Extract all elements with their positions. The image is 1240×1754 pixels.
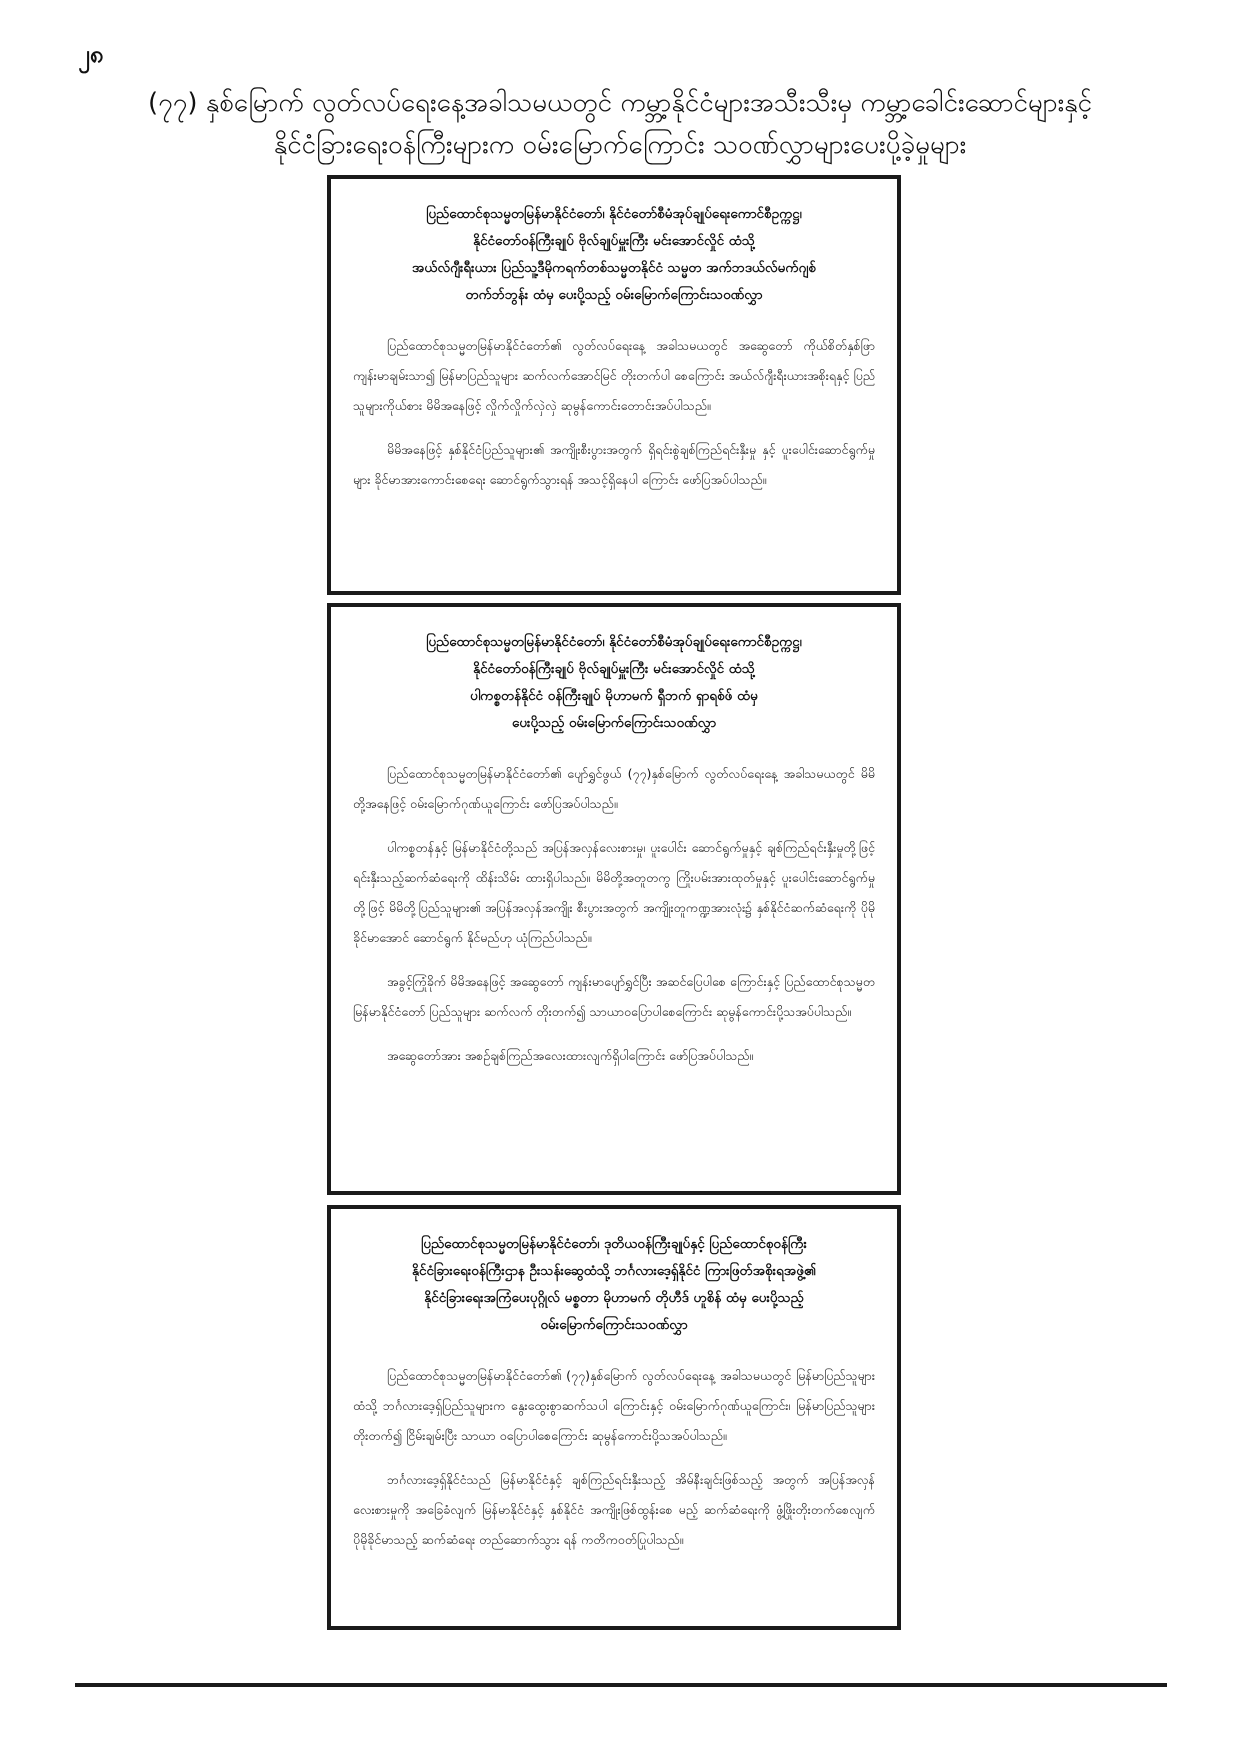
congratulatory-letter-pakistan: [327, 603, 901, 1195]
page-title-line-1: (၇၇) နှစ်မြောက် လွတ်လပ်ရေးနေ့အခါသမယတွင် ကမ္ဘာ့နိုင်ငံများအသီးသီးမှ ကမ္ဘာ့ခေါင်းဆောင်များနှင့်: [147, 88, 1093, 118]
letter-paragraph: ပြည်ထောင်စုသမ္မတမြန်မာနိုင်ငံတော်၏ လွတ်လပ်ရေးနေ့ အခါသမယတွင် အဆွေတော် ကိုယ်စိတ်နှစ်ဖြာ ကျန်းမာချမ်းသာ၍ မြန်မာပြည်သူများ ဆက်လက်အောင်မြင် တိုးတက်ပါ စေကြောင်း အယ်လ်ဂျီးရီးယားအစိုးရနှင့် ပြည်သူများကိုယ်စား မိမိအနေဖြင့် လှိုက်လှိုက်လှဲလှဲ ဆုမွန်ကောင်းတောင်းအပ်ပါသည်။: [353, 338, 875, 413]
letter-paragraph: အခွင့်ကြုံခိုက် မိမိအနေဖြင့် အဆွေတော် ကျန်းမာပျော်ရွှင်ပြီး အဆင်ပြေပါစေ ကြောင်းနှင့် ပြည်ထောင်စုသမ္မတမြန်မာနိုင်ငံတော် ပြည်သူများ ဆက်လက် တိုးတက်၍ သာယာဝပြောပါစေကြောင်း ဆုမွန်ကောင်းပို့သအပ်ပါသည်။: [353, 974, 875, 1019]
letter-heading: [353, 201, 875, 309]
congratulatory-letter-algeria: [327, 175, 901, 595]
letter-heading-line: အယ်လ်ဂျီးရီးယား ပြည်သူ့ဒီမိုကရက်တစ်သမ္မတနိုင်ငံ သမ္မတ အက်ဘဒယ်လ်မက်ဂျစ်: [411, 260, 817, 276]
bottom-rule: [75, 1683, 1167, 1687]
page-title: [90, 82, 1150, 166]
letter-heading: [353, 629, 875, 737]
letter-heading-line: ပြည်ထောင်စုသမ္မတမြန်မာနိုင်ငံတော်၊ နိုင်ငံတော်စီမံအုပ်ချုပ်ရေးကောင်စီဥက္ကဋ္ဌ၊: [426, 634, 802, 650]
letter-heading-line: နိုင်ငံတော်ဝန်ကြီးချုပ် ဗိုလ်ချုပ်မှူးကြီး မင်းအောင်လှိုင် ထံသို့: [473, 661, 755, 677]
page-title-line-2: နိုင်ငံခြားရေးဝန်ကြီးများက ဝမ်းမြောက်ကြောင်း သဝဏ်လွှာများပေးပို့ခဲ့မှုများ: [273, 130, 967, 160]
letter-heading-line: ပါကစ္စတန်နိုင်ငံ ဝန်ကြီးချုပ် မိုဟာမက် ရှီဘက် ရှာရစ်ဖ် ထံမှ: [470, 688, 758, 704]
letter-heading-line: ပြည်ထောင်စုသမ္မတမြန်မာနိုင်ငံတော်၊ နိုင်ငံတော်စီမံအုပ်ချုပ်ရေးကောင်စီဥက္ကဋ္ဌ၊: [426, 206, 802, 222]
letter-paragraph: ပြည်ထောင်စုသမ္မတမြန်မာနိုင်ငံတော်၏ ပျော်ရွှင်ဖွယ် (၇၇)နှစ်မြောက် လွတ်လပ်ရေးနေ့ အခါသမယတွင် မိမိတို့အနေဖြင့် ဝမ်းမြောက်ဂုဏ်ယူကြောင်း ဖော်ပြအပ်ပါသည်။: [353, 766, 875, 811]
letter-paragraph: အဆွေတော်အား အစဉ်ချစ်ကြည်အလေးထားလျက်ရှိပါကြောင်း ဖော်ပြအပ်ပါသည်။: [387, 1048, 754, 1063]
congratulatory-letter-bangladesh: [327, 1205, 901, 1630]
letter-heading-line: ပြည်ထောင်စုသမ္မတမြန်မာနိုင်ငံတော်၊ ဒုတိယဝန်ကြီးချုပ်နှင့် ပြည်ထောင်စုဝန်ကြီး: [421, 1236, 807, 1252]
letter-heading-line: ပေးပို့သည့် ဝမ်းမြောက်ကြောင်းသဝဏ်လွှာ: [512, 715, 716, 731]
letter-heading-line: ဝမ်းမြောက်ကြောင်းသဝဏ်လွှာ: [540, 1317, 688, 1333]
page-number: ၂၈: [78, 40, 104, 68]
letter-heading-line: နိုင်ငံခြားရေးအကြံပေးပုဂ္ဂိုလ် မစ္စတာ မိုဟာမက် တိုဟီဒ် ဟူစိန် ထံမှ ပေးပို့သည့်: [424, 1290, 804, 1306]
letter-heading-line: တက်ဘ်ဘွန်း ထံမှ ပေးပို့သည့် ဝမ်းမြောက်ကြောင်းသဝဏ်လွှာ: [465, 287, 763, 303]
letter-heading-line: နိုင်ငံတော်ဝန်ကြီးချုပ် ဗိုလ်ချုပ်မှူးကြီး မင်းအောင်လှိုင် ထံသို့: [473, 233, 755, 249]
letter-heading: [353, 1231, 875, 1339]
letter-paragraph: ပါကစ္စတန်နှင့် မြန်မာနိုင်ငံတို့သည် အပြန်အလှန်လေးစားမှု၊ ပူးပေါင်း ဆောင်ရွက်မှုနှင့် ချစ်ကြည်ရင်းနှီးမှုတို့ဖြင့် ရင်းနှီးသည့်ဆက်ဆံရေးကို ထိန်းသိမ်း ထားရှိပါသည်။ မိမိတို့အတူတကွ ကြိုးပမ်းအားထုတ်မှုနှင့် ပူးပေါင်းဆောင်ရွက်မှုတို့ဖြင့် မိမိတို့ပြည်သူများ၏ အပြန်အလှန်အကျိုး စီးပွားအတွက် အကျိုးတူကဏ္ဍအားလုံး၌ နှစ်နိုင်ငံဆက်ဆံရေးကို ပိုမိုခိုင်မာအောင် ဆောင်ရွက် နိုင်မည်ဟု ယုံကြည်ပါသည်။: [353, 840, 875, 945]
letter-paragraph: မိမိအနေဖြင့် နှစ်နိုင်ငံပြည်သူများ၏ အကျိုးစီးပွားအတွက် ရှိရင်းစွဲချစ်ကြည်ရင်းနှီးမှု နှင့် ပူးပေါင်းဆောင်ရွက်မှုများ ခိုင်မာအားကောင်းစေရေး ဆောင်ရွက်သွားရန် အသင့်ရှိနေပါ ကြောင်း ဖော်ပြအပ်ပါသည်။: [353, 442, 875, 487]
letter-heading-line: နိုင်ငံခြားရေးဝန်ကြီးဌာန ဦးသန်းဆွေထံသို့ ဘင်္ဂလားဒေ့ရှ်နိုင်ငံ ကြားဖြတ်အစိုးရအဖွဲ့၏: [411, 1263, 816, 1279]
letter-paragraph: ပြည်ထောင်စုသမ္မတမြန်မာနိုင်ငံတော်၏ (၇၇)နှစ်မြောက် လွတ်လပ်ရေးနေ့ အခါသမယတွင် မြန်မာပြည်သူများထံသို့ ဘင်္ဂလားဒေ့ရှ်ပြည်သူများက နွေးထွေးစွာဆက်သပါ ကြောင်းနှင့် ဝမ်းမြောက်ဂုဏ်ယူကြောင်း၊ မြန်မာပြည်သူများ တိုးတက်၍ ငြိမ်းချမ်းပြီး သာယာ ဝပြောပါစေကြောင်း ဆုမွန်ကောင်းပို့သအပ်ပါသည်။: [353, 1368, 875, 1443]
letter-paragraph: ဘင်္ဂလားဒေ့ရှ်နိုင်ငံသည် မြန်မာနိုင်ငံနှင့် ချစ်ကြည်ရင်းနှီးသည့် အိမ်နီးချင်းဖြစ်သည့် အတွက် အပြန်အလှန်လေးစားမှုကို အခြေခံလျက် မြန်မာနိုင်ငံနှင့် နှစ်နိုင်ငံ အကျိုးဖြစ်ထွန်းစေ မည့် ဆက်ဆံရေးကို ဖွံ့ဖြိုးတိုးတက်စေလျက် ပိုမိုခိုင်မာသည့် ဆက်ဆံရေး တည်ဆောက်သွား ရန် ကတိကဝတ်ပြုပါသည်။: [353, 1472, 875, 1547]
